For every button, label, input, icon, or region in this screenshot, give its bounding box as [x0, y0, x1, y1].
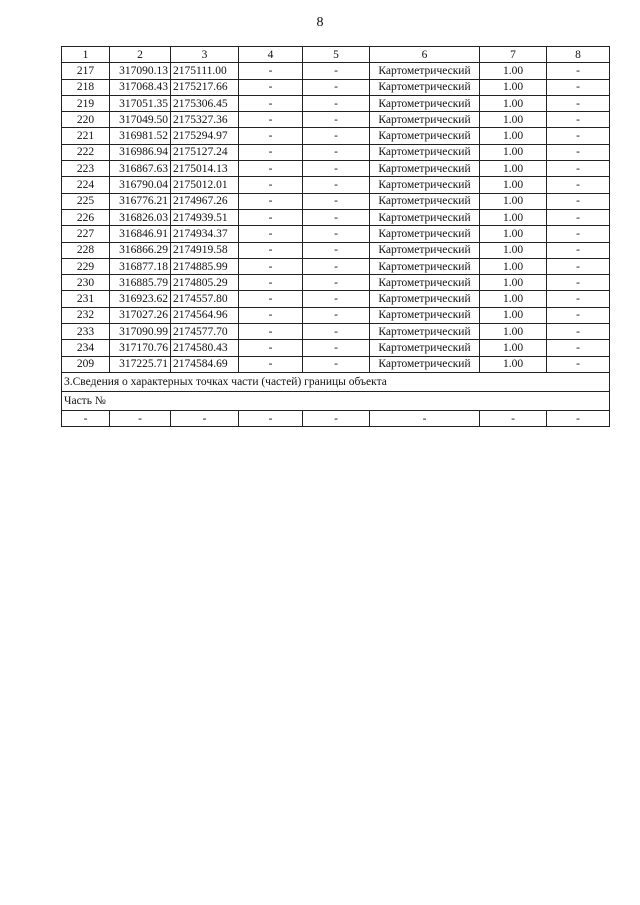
- accuracy-cell: 1.00: [480, 356, 547, 372]
- col5-value-cell: -: [303, 307, 370, 323]
- accuracy-cell: 1.00: [480, 258, 547, 274]
- accuracy-cell: 1.00: [480, 291, 547, 307]
- x-coordinate-cell: 317090.99: [110, 324, 171, 340]
- accuracy-cell: 1.00: [480, 275, 547, 291]
- x-coordinate-cell: 317225.71: [110, 356, 171, 372]
- point-number-cell: 223: [62, 161, 110, 177]
- header-cell-3: 3: [171, 47, 239, 63]
- point-number-cell: 225: [62, 193, 110, 209]
- part-label: Часть №: [62, 391, 610, 410]
- col4-value-cell: -: [239, 324, 303, 340]
- y-coordinate-cell: 2174934.37: [171, 226, 239, 242]
- table-row: [62, 112, 610, 128]
- empty-cell: -: [110, 410, 171, 426]
- point-number-cell: 231: [62, 291, 110, 307]
- header-cell-5: 5: [303, 47, 370, 63]
- x-coordinate-cell: 317027.26: [110, 307, 171, 323]
- col8-value-cell: -: [547, 79, 610, 95]
- col8-value-cell: -: [547, 209, 610, 225]
- point-number-cell: 219: [62, 95, 110, 111]
- col8-value-cell: -: [547, 258, 610, 274]
- col8-value-cell: -: [547, 63, 610, 79]
- header-cell-4: 4: [239, 47, 303, 63]
- col5-value-cell: -: [303, 275, 370, 291]
- page-number: 8: [316, 15, 324, 30]
- method-cell: Картометрический: [370, 193, 480, 209]
- x-coordinate-cell: 316866.29: [110, 242, 171, 258]
- col4-value-cell: -: [239, 144, 303, 160]
- header-cell-1: 1: [62, 47, 110, 63]
- method-cell: Картометрический: [370, 340, 480, 356]
- point-number-cell: 228: [62, 242, 110, 258]
- accuracy-cell: 1.00: [480, 340, 547, 356]
- method-cell: Картометрический: [370, 307, 480, 323]
- method-cell: Картометрический: [370, 79, 480, 95]
- empty-cell: -: [62, 410, 110, 426]
- col8-value-cell: -: [547, 275, 610, 291]
- accuracy-cell: 1.00: [480, 128, 547, 144]
- y-coordinate-cell: 2174919.58: [171, 242, 239, 258]
- y-coordinate-cell: 2174805.29: [171, 275, 239, 291]
- point-number-cell: 217: [62, 63, 110, 79]
- method-cell: Картометрический: [370, 128, 480, 144]
- method-cell: Картометрический: [370, 242, 480, 258]
- table-row: [62, 275, 610, 291]
- point-number-cell: 227: [62, 226, 110, 242]
- col4-value-cell: -: [239, 128, 303, 144]
- header-cell-6: 6: [370, 47, 480, 63]
- part-label-row: [62, 391, 610, 410]
- x-coordinate-cell: 317090.13: [110, 63, 171, 79]
- col5-value-cell: -: [303, 161, 370, 177]
- y-coordinate-cell: 2174967.26: [171, 193, 239, 209]
- table-row: [62, 177, 610, 193]
- table-row: [62, 161, 610, 177]
- col5-value-cell: -: [303, 112, 370, 128]
- table-row: [62, 307, 610, 323]
- y-coordinate-cell: 2174577.70: [171, 324, 239, 340]
- point-number-cell: 230: [62, 275, 110, 291]
- x-coordinate-cell: 316867.63: [110, 161, 171, 177]
- header-cell-8: 8: [547, 47, 610, 63]
- col4-value-cell: -: [239, 79, 303, 95]
- point-number-cell: 209: [62, 356, 110, 372]
- accuracy-cell: 1.00: [480, 242, 547, 258]
- table-row: [62, 356, 610, 372]
- point-number-cell: 222: [62, 144, 110, 160]
- col4-value-cell: -: [239, 209, 303, 225]
- col4-value-cell: -: [239, 291, 303, 307]
- point-number-cell: 218: [62, 79, 110, 95]
- col5-value-cell: -: [303, 226, 370, 242]
- accuracy-cell: 1.00: [480, 79, 547, 95]
- y-coordinate-cell: 2175012.01: [171, 177, 239, 193]
- col8-value-cell: -: [547, 242, 610, 258]
- col4-value-cell: -: [239, 63, 303, 79]
- point-number-cell: 233: [62, 324, 110, 340]
- col8-value-cell: -: [547, 95, 610, 111]
- accuracy-cell: 1.00: [480, 95, 547, 111]
- col5-value-cell: -: [303, 340, 370, 356]
- x-coordinate-cell: 317170.76: [110, 340, 171, 356]
- y-coordinate-cell: 2175127.24: [171, 144, 239, 160]
- accuracy-cell: 1.00: [480, 226, 547, 242]
- col5-value-cell: -: [303, 356, 370, 372]
- y-coordinate-cell: 2174584.69: [171, 356, 239, 372]
- table-row: [62, 95, 610, 111]
- table-row: [62, 291, 610, 307]
- x-coordinate-cell: 316986.94: [110, 144, 171, 160]
- col4-value-cell: -: [239, 242, 303, 258]
- accuracy-cell: 1.00: [480, 209, 547, 225]
- method-cell: Картометрический: [370, 161, 480, 177]
- x-coordinate-cell: 317049.50: [110, 112, 171, 128]
- y-coordinate-cell: 2175306.45: [171, 95, 239, 111]
- section-title: 3.Сведения о характерных точках части (частей) границы объекта: [62, 372, 610, 391]
- col8-value-cell: -: [547, 226, 610, 242]
- table-row: [62, 209, 610, 225]
- x-coordinate-cell: 316776.21: [110, 193, 171, 209]
- table-row: [62, 128, 610, 144]
- table-row: [62, 340, 610, 356]
- col8-value-cell: -: [547, 340, 610, 356]
- table-row: [62, 79, 610, 95]
- empty-cell: -: [547, 410, 610, 426]
- accuracy-cell: 1.00: [480, 161, 547, 177]
- y-coordinate-cell: 2175014.13: [171, 161, 239, 177]
- y-coordinate-cell: 2174564.96: [171, 307, 239, 323]
- col8-value-cell: -: [547, 144, 610, 160]
- coordinates-table: [61, 46, 610, 427]
- empty-cell: -: [370, 410, 480, 426]
- col5-value-cell: -: [303, 79, 370, 95]
- col8-value-cell: -: [547, 161, 610, 177]
- col5-value-cell: -: [303, 95, 370, 111]
- col8-value-cell: -: [547, 177, 610, 193]
- y-coordinate-cell: 2174939.51: [171, 209, 239, 225]
- table-body: [62, 47, 610, 427]
- col4-value-cell: -: [239, 95, 303, 111]
- col8-value-cell: -: [547, 128, 610, 144]
- x-coordinate-cell: 316885.79: [110, 275, 171, 291]
- y-coordinate-cell: 2175294.97: [171, 128, 239, 144]
- col4-value-cell: -: [239, 340, 303, 356]
- header-cell-7: 7: [480, 47, 547, 63]
- col4-value-cell: -: [239, 161, 303, 177]
- method-cell: Картометрический: [370, 144, 480, 160]
- x-coordinate-cell: 316846.91: [110, 226, 171, 242]
- method-cell: Картометрический: [370, 209, 480, 225]
- col5-value-cell: -: [303, 177, 370, 193]
- table-row: [62, 144, 610, 160]
- header-row: [62, 47, 610, 63]
- method-cell: Картометрический: [370, 324, 480, 340]
- col5-value-cell: -: [303, 144, 370, 160]
- y-coordinate-cell: 2174885.99: [171, 258, 239, 274]
- method-cell: Картометрический: [370, 112, 480, 128]
- table-row: [62, 193, 610, 209]
- col8-value-cell: -: [547, 193, 610, 209]
- col4-value-cell: -: [239, 275, 303, 291]
- col8-value-cell: -: [547, 356, 610, 372]
- point-number-cell: 234: [62, 340, 110, 356]
- point-number-cell: 220: [62, 112, 110, 128]
- point-number-cell: 224: [62, 177, 110, 193]
- empty-cell: -: [171, 410, 239, 426]
- accuracy-cell: 1.00: [480, 144, 547, 160]
- table-row: [62, 324, 610, 340]
- col5-value-cell: -: [303, 193, 370, 209]
- point-number-cell: 229: [62, 258, 110, 274]
- col4-value-cell: -: [239, 177, 303, 193]
- x-coordinate-cell: 316981.52: [110, 128, 171, 144]
- y-coordinate-cell: 2175217.66: [171, 79, 239, 95]
- point-number-cell: 226: [62, 209, 110, 225]
- method-cell: Картометрический: [370, 226, 480, 242]
- y-coordinate-cell: 2175111.00: [171, 63, 239, 79]
- col8-value-cell: -: [547, 291, 610, 307]
- empty-part-row: [62, 410, 610, 426]
- y-coordinate-cell: 2174557.80: [171, 291, 239, 307]
- section-title-row: [62, 372, 610, 391]
- col5-value-cell: -: [303, 258, 370, 274]
- col8-value-cell: -: [547, 307, 610, 323]
- method-cell: Картометрический: [370, 177, 480, 193]
- col4-value-cell: -: [239, 356, 303, 372]
- col4-value-cell: -: [239, 258, 303, 274]
- y-coordinate-cell: 2174580.43: [171, 340, 239, 356]
- x-coordinate-cell: 317051.35: [110, 95, 171, 111]
- col5-value-cell: -: [303, 209, 370, 225]
- table-row: [62, 242, 610, 258]
- accuracy-cell: 1.00: [480, 63, 547, 79]
- col5-value-cell: -: [303, 63, 370, 79]
- method-cell: Картометрический: [370, 95, 480, 111]
- col5-value-cell: -: [303, 242, 370, 258]
- col8-value-cell: -: [547, 112, 610, 128]
- method-cell: Картометрический: [370, 356, 480, 372]
- accuracy-cell: 1.00: [480, 324, 547, 340]
- method-cell: Картометрический: [370, 63, 480, 79]
- point-number-cell: 232: [62, 307, 110, 323]
- col4-value-cell: -: [239, 226, 303, 242]
- col5-value-cell: -: [303, 324, 370, 340]
- accuracy-cell: 1.00: [480, 193, 547, 209]
- col8-value-cell: -: [547, 324, 610, 340]
- table-row: [62, 226, 610, 242]
- accuracy-cell: 1.00: [480, 307, 547, 323]
- col5-value-cell: -: [303, 128, 370, 144]
- method-cell: Картометрический: [370, 258, 480, 274]
- point-number-cell: 221: [62, 128, 110, 144]
- empty-cell: -: [303, 410, 370, 426]
- table-row: [62, 63, 610, 79]
- accuracy-cell: 1.00: [480, 177, 547, 193]
- y-coordinate-cell: 2175327.36: [171, 112, 239, 128]
- header-cell-2: 2: [110, 47, 171, 63]
- x-coordinate-cell: 316923.62: [110, 291, 171, 307]
- table-row: [62, 258, 610, 274]
- x-coordinate-cell: 316826.03: [110, 209, 171, 225]
- x-coordinate-cell: 316790.04: [110, 177, 171, 193]
- col5-value-cell: -: [303, 291, 370, 307]
- x-coordinate-cell: 316877.18: [110, 258, 171, 274]
- empty-cell: -: [480, 410, 547, 426]
- col4-value-cell: -: [239, 112, 303, 128]
- method-cell: Картометрический: [370, 275, 480, 291]
- col4-value-cell: -: [239, 307, 303, 323]
- empty-cell: -: [239, 410, 303, 426]
- accuracy-cell: 1.00: [480, 112, 547, 128]
- method-cell: Картометрический: [370, 291, 480, 307]
- col4-value-cell: -: [239, 193, 303, 209]
- x-coordinate-cell: 317068.43: [110, 79, 171, 95]
